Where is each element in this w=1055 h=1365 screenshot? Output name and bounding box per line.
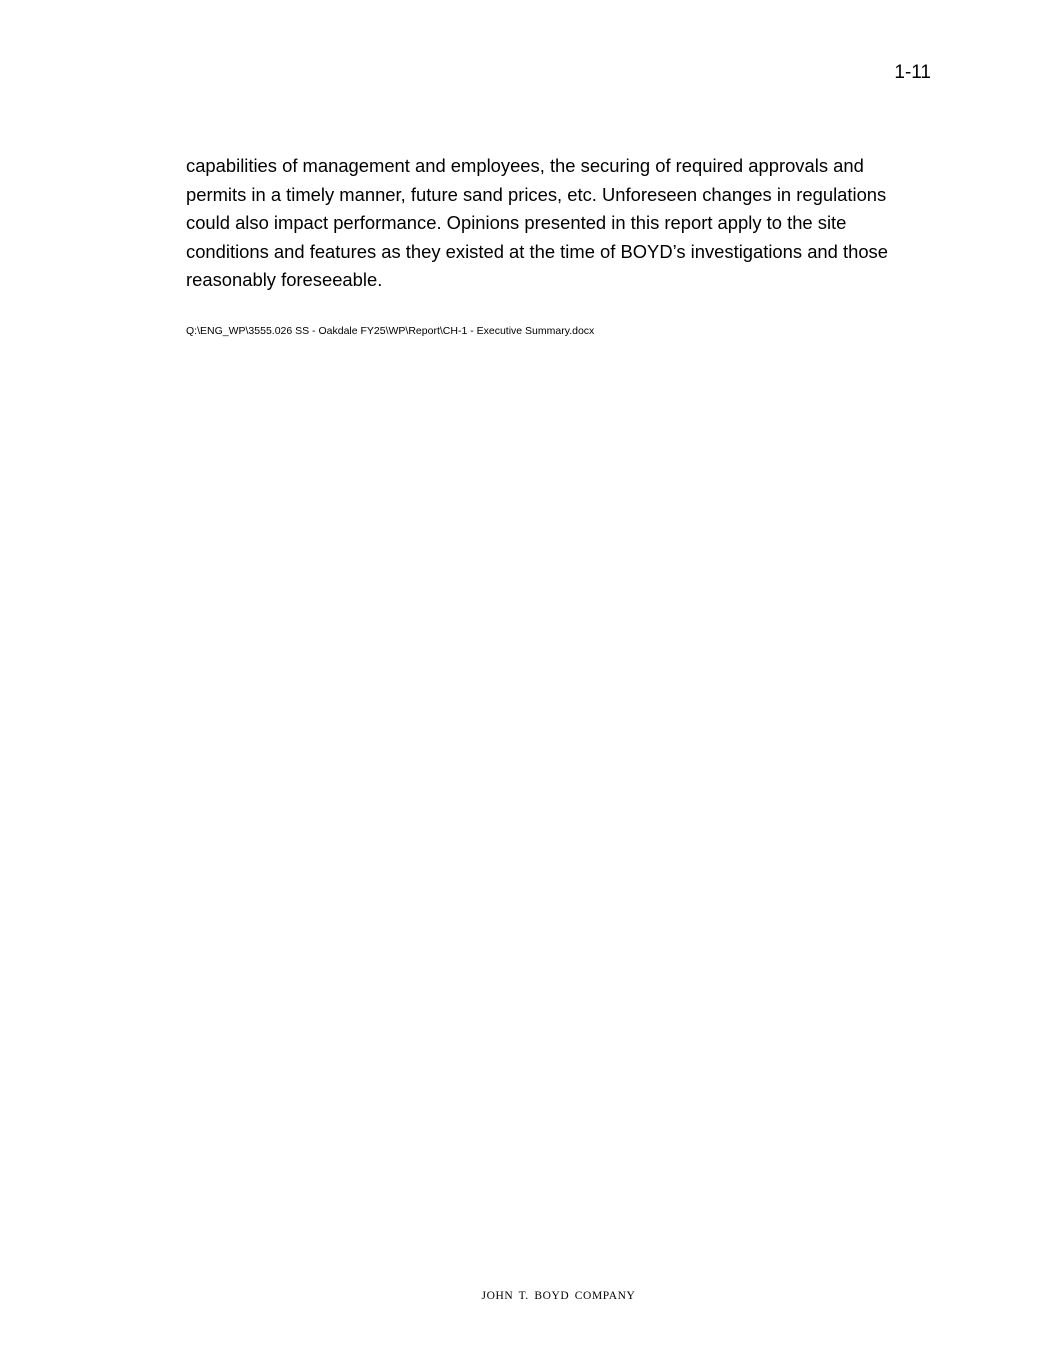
paragraph-line: capabilities of management and employees, the securing of required approvals and — [186, 155, 864, 176]
paragraph-line: conditions and features as they existed at the time of BOYD’s investigations and those — [186, 240, 888, 262]
body-paragraph — [186, 152, 916, 295]
page-number: 1-11 — [894, 62, 931, 83]
paragraph-line: could also impact performance. Opinions presented in this report apply to the site — [186, 212, 847, 233]
paragraph-line: permits in a timely manner, future sand prices, etc. Unforeseen changes in regulations — [186, 183, 887, 205]
paragraph-line: reasonably foreseeable. — [186, 269, 383, 290]
company-footer: JOHN T. BOYD COMPANY — [481, 1290, 636, 1302]
file-path-note: Q:\ENG_WP\3555.026 SS - Oakdale FY25\WP\Report\CH-1 - Executive Summary.docx — [186, 325, 595, 337]
